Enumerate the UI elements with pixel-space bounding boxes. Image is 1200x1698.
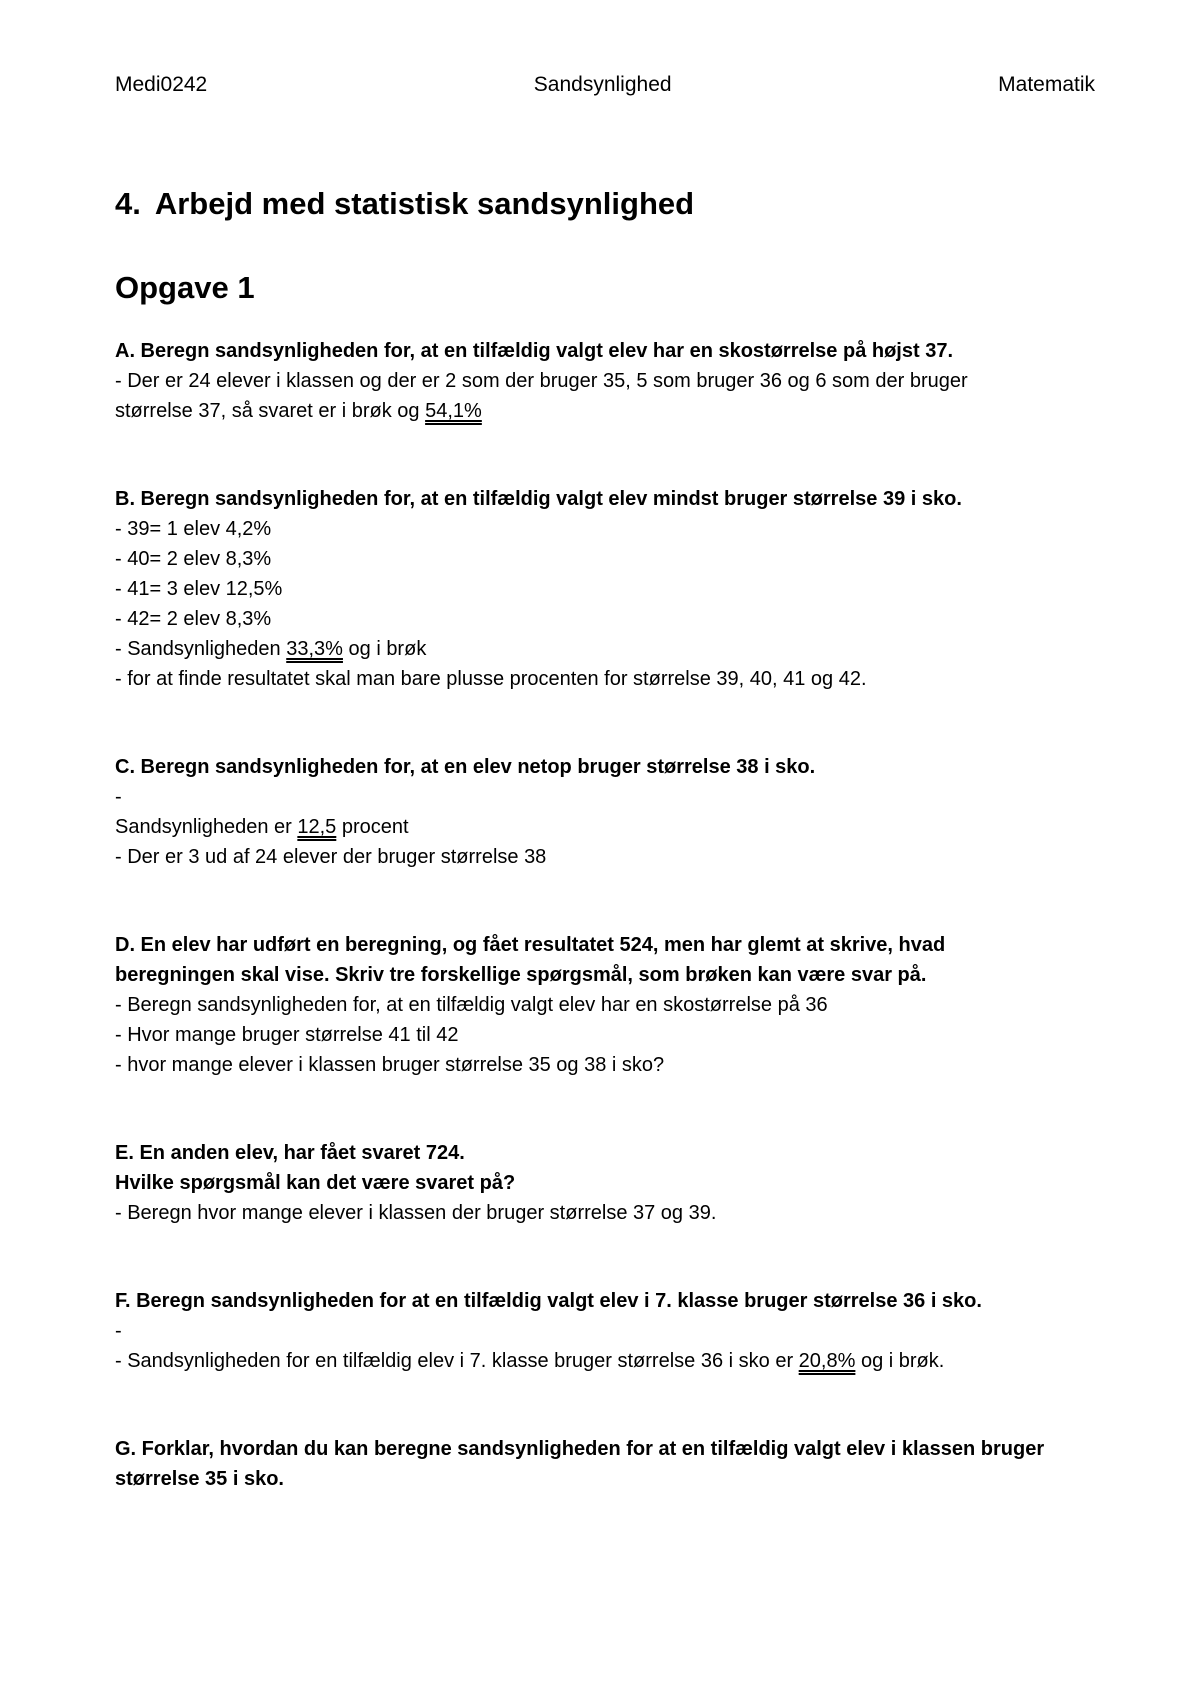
answer-c-value: 12,5 <box>297 816 337 838</box>
answer-a-line2 <box>115 396 1095 426</box>
answer-c-suffix: procent <box>336 816 409 838</box>
title-number: 4. <box>115 186 141 221</box>
section-f <box>115 1286 1095 1376</box>
answer-b-suffix: og i brøk <box>342 638 427 660</box>
list-item: - 42= 2 elev 8,3% <box>115 608 272 630</box>
question-e-line2: Hvilke spørgsmål kan det være svaret på? <box>115 1172 516 1194</box>
question-g-line1: G. Forklar, hvordan du kan beregne sandsynligheden for at en tilfældig valgt elev i klassen bruger <box>115 1438 1045 1460</box>
exercise-heading: Opgave 1 <box>115 270 255 305</box>
question-b: B. Beregn sandsynligheden for, at en tilfældig valgt elev mindst bruger størrelse 39 i sko. <box>115 488 962 510</box>
header-subject: Matematik <box>998 73 1095 96</box>
answer-c-note: - Der er 3 ud af 24 elever der bruger størrelse 38 <box>115 846 547 868</box>
section-a <box>115 336 1095 426</box>
answer-b-value: 33,3% <box>286 638 343 660</box>
header-topic: Sandsynlighed <box>533 73 672 96</box>
title-text: Arbejd med statistisk sandsynlighed <box>154 186 695 221</box>
question-d-line1: D. En elev har udført en beregning, og fået resultatet 524, men har glemt at skrive, hvad <box>115 934 946 956</box>
section-c <box>115 752 1095 872</box>
answer-b-result <box>115 634 1095 664</box>
page-title <box>115 184 1095 224</box>
question-c: C. Beregn sandsynligheden for, at en elev netop bruger størrelse 38 i sko. <box>115 756 816 778</box>
document-page <box>115 70 1095 1494</box>
answer-b-note: - for at finde resultatet skal man bare plusse procenten for størrelse 39, 40, 41 og 42. <box>115 668 867 690</box>
question-e-line1: E. En anden elev, har fået svaret 724. <box>115 1142 465 1164</box>
answer-f-suffix: og i brøk. <box>855 1350 945 1372</box>
list-item: - 40= 2 elev 8,3% <box>115 548 272 570</box>
answer-e: - Beregn hvor mange elever i klassen der bruger størrelse 37 og 39. <box>115 1202 717 1224</box>
answer-f-dash: - <box>115 1320 122 1342</box>
list-item: - Hvor mange bruger størrelse 41 til 42 <box>115 1024 459 1046</box>
answer-f-value: 20,8% <box>798 1350 856 1372</box>
list-item: - 41= 3 elev 12,5% <box>115 578 283 600</box>
question-g-line2: størrelse 35 i sko. <box>115 1468 284 1490</box>
answer-a-line1: - Der er 24 elever i klassen og der er 2 som der bruger 35, 5 som bruger 36 og 6 som der bruger <box>115 370 968 392</box>
question-a: A. Beregn sandsynligheden for, at en tilfældig valgt elev har en skostørrelse på højst 37. <box>115 340 954 362</box>
list-item: - 39= 1 elev 4,2% <box>115 518 272 540</box>
answer-f-result <box>115 1346 1095 1376</box>
list-item: - Beregn sandsynligheden for, at en tilfældig valgt elev har en skostørrelse på 36 <box>115 994 828 1016</box>
answer-a-value: 54,1% <box>425 400 482 422</box>
header-code: Medi0242 <box>115 73 208 96</box>
section-b <box>115 484 1095 694</box>
answer-f-prefix: - Sandsynligheden for en tilfældig elev i 7. klasse bruger størrelse 36 i sko er <box>115 1350 799 1372</box>
answer-c-dash: - <box>115 786 122 808</box>
answer-a-prefix: størrelse 37, så svaret er i brøk og <box>115 400 426 422</box>
section-g <box>115 1434 1095 1494</box>
answer-b-prefix: - Sandsynligheden <box>115 638 287 660</box>
section-d <box>115 930 1095 1080</box>
section-e <box>115 1138 1095 1228</box>
list-item: - hvor mange elever i klassen bruger størrelse 35 og 38 i sko? <box>115 1054 665 1076</box>
question-d-line2: beregningen skal vise. Skriv tre forskellige spørgsmål, som brøken kan være svar på. <box>115 964 927 986</box>
page-header <box>115 70 1095 100</box>
answer-c-prefix: Sandsynligheden er <box>115 816 298 838</box>
question-f: F. Beregn sandsynligheden for at en tilfældig valgt elev i 7. klasse bruger størrelse 36 i sko. <box>115 1290 982 1312</box>
answer-c-result <box>115 812 1095 842</box>
